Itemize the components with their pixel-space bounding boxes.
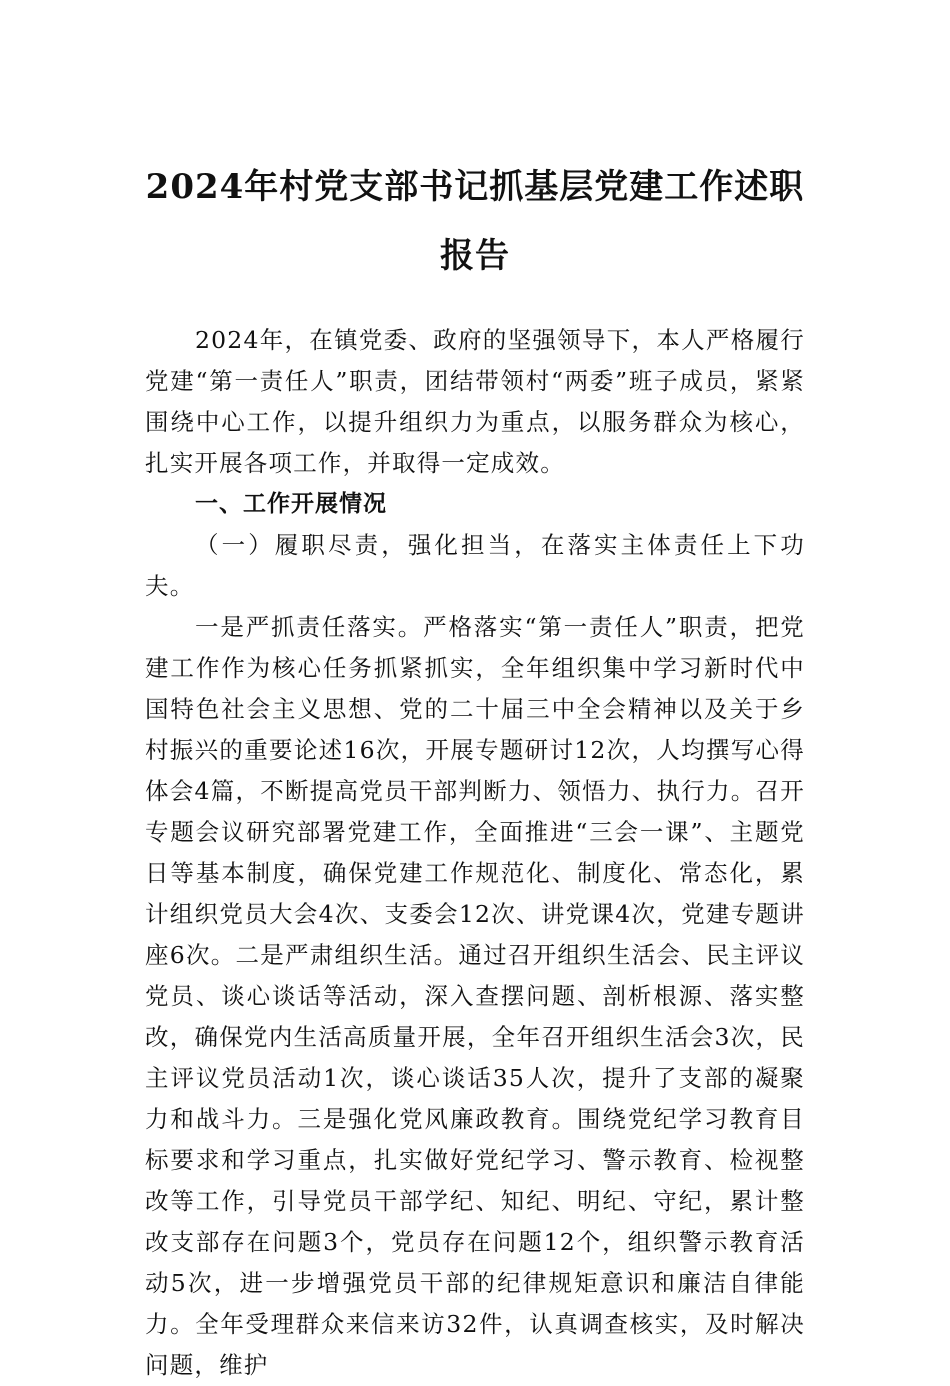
section-heading: 一、工作开展情况 [195,491,387,517]
document-body [145,320,805,1386]
document-title-line-1: 2024年村党支部书记抓基层党建工作述职 [145,167,805,207]
subsection-heading: （一）履职尽责，强化担当，在落实主体责任上下功夫。 [145,531,805,600]
document-title-line-2: 报告 [440,236,510,276]
intro-paragraph: 2024年，在镇党委、政府的坚强领导下，本人严格履行党建“第一责任人”职责，团结带领村“两委”班子成员，紧紧围绕中心工作，以提升组织力为重点，以服务群众为核心，扎实开展各项工作，并取得一定成效。 [145,326,805,477]
body-paragraph: 一是严抓责任落实。严格落实“第一责任人”职责，把党建工作作为核心任务抓紧抓实，全年组织集中学习新时代中国特色社会主义思想、党的二十届三中全会精神以及关于乡村振兴的重要论述16次，开展专题研讨12次，人均撰写心得体会4篇，不断提高党员干部判断力、领悟力、执行力。召开专题会议研究部署党建工作，全面推进“三会一课”、主题党日等基本制度，确保党建工作规范化、制度化、常态化，累计组织党员大会4次、支委会12次、讲党课4次，党建专题讲座6次。二是严肃组织生活。通过召开组织生活会、民主评议党员、谈心谈话等活动，深入查摆问题、剖析根源、落实整改，确保党内生活高质量开展，全年召开组织生活会3次，民主评议党员活动1次，谈心谈话35人次，提升了支部的凝聚力和战斗力。三是强化党风廉政教育。围绕党纪学习教育目标要求和学习重点，扎实做好党纪学习、警示教育、检视整改等工作，引导党员干部学纪、知纪、明纪、守纪，累计整改支部存在问题3个，党员存在问题12个，组织警示教育活动5次，进一步增强党员干部的纪律规矩意识和廉洁自律能力。全年受理群众来信来访32件，认真调查核实，及时解决问题，维护 [145,613,805,1379]
